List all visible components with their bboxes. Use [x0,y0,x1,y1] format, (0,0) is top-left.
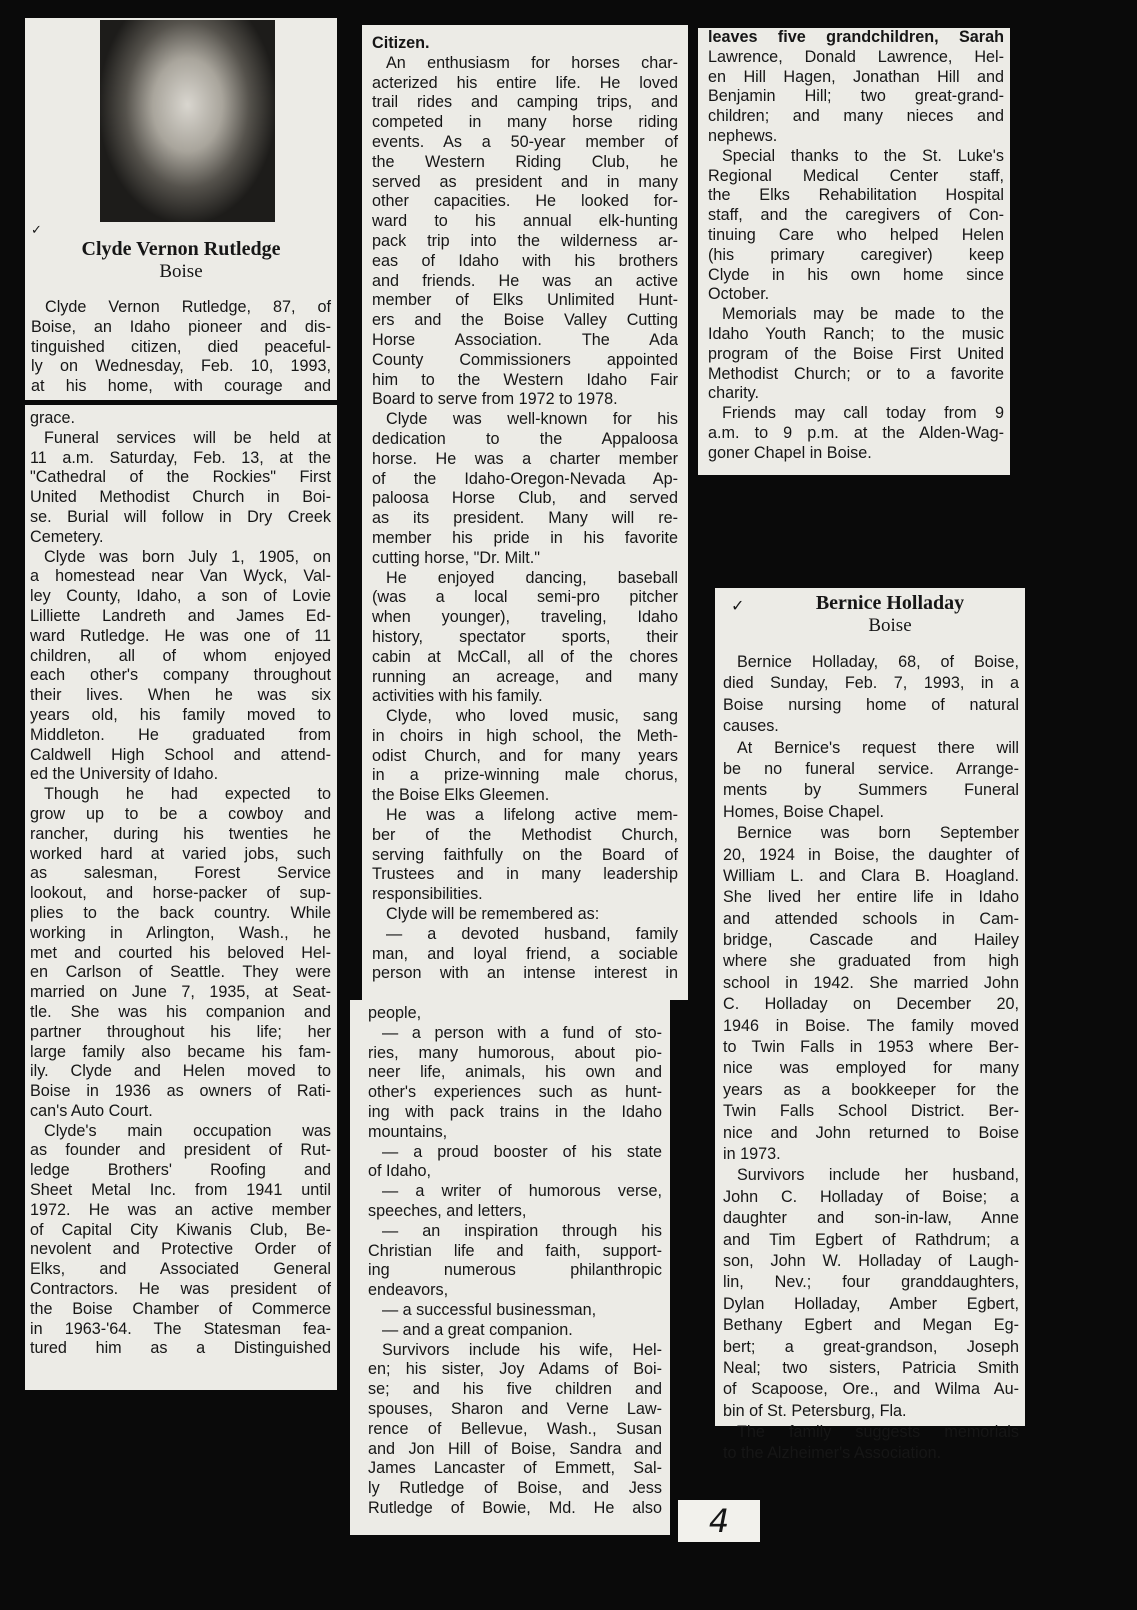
text-line: in choirs in high school, the Meth- [372,726,678,745]
text-line: Citizen. [372,34,430,52]
text-line: him to the Western Idaho Fair [372,370,678,389]
text-line: children, all of whom enjoyed [30,646,331,665]
text-line: other capacities. He looked for- [372,192,678,211]
text-line: the Western Riding Club, he [372,152,678,171]
text-line: spouses, Sharon and Verne Law- [368,1399,662,1418]
text-line: odist Church, and for many years [372,746,678,765]
text-line: 20, 1924 in Boise, the daughter of [723,845,1019,864]
text-line: the Elks Rehabilitation Hospital [708,186,1004,205]
text-line: Special thanks to the St. Luke's [722,146,1004,165]
text-line: people, [368,1004,422,1022]
text-line: en; his sister, Joy Adams of Boi- [368,1360,662,1379]
text-line: and attended schools in Cam- [723,909,1019,928]
text-line: "Cathedral of the Rockies" First [30,468,331,487]
text-line: competed in many horse riding [372,113,678,132]
text-line: Clyde was born July 1, 1905, on [44,547,331,566]
text-line: Elks, and Associated General [30,1260,331,1279]
text-line: of the Idaho-Oregon-Nevada Ap- [372,469,678,488]
text-line: Trustees and in many leadership [372,865,678,884]
text-line: en Carlson of Seattle. They were [30,963,331,982]
text-line: October. [708,285,770,304]
text-line: — a successful businessman, [382,1300,597,1319]
text-line: Christian life and faith, support- [368,1241,662,1260]
text-line: Rutledge of Bowie, Md. He also [368,1498,662,1517]
text-line: eas of Idaho with his brothers [372,251,678,270]
text-line: se; and his five children and [368,1380,662,1399]
text-line: Friends may call today from 9 [722,404,1004,423]
text-line: each other's company throughout [30,666,331,685]
text-line: The family suggests memorials [737,1423,1019,1442]
rutledge-header-clip [25,18,337,400]
text-line: bridge, Cascade and Hailey [723,931,1019,950]
rutledge-city: Boise [159,261,203,282]
text-line: At Bernice's request there will [737,738,1019,757]
text-line: of Idaho, [368,1162,432,1181]
rutledge-name-heading: Clyde Vernon Rutledge [81,238,281,260]
text-line: ly on Wednesday, Feb. 10, 1993, [31,357,331,376]
text-line: grace. [30,409,75,427]
text-line: horse. He was a charter member [372,449,678,468]
text-line: Lilliette Landreth and James Ed- [30,606,331,625]
text-line: Bethany Egbert and Megan Eg- [723,1316,1019,1335]
text-line: He was a lifelong active mem- [386,806,678,825]
text-line: nice and John returned to Boise [723,1123,1019,1142]
text-line: working in Arlington, Wash., he [30,923,331,942]
text-line: be no funeral service. Arrange- [723,759,1019,778]
text-line: in a prize-winning male chorus, [372,766,678,785]
text-line: He enjoyed dancing, baseball [386,568,678,587]
text-line: in 1973. [723,1144,781,1163]
text-line: tured him as a Distinguished [30,1339,331,1358]
text-line: nice was employed for many [723,1059,1019,1078]
rutledge-column-1-clip [25,405,337,1390]
text-line: 1946 in Boise. The family moved [723,1016,1019,1035]
text-line: ments by Summers Funeral [723,781,1019,800]
text-line: of Capital City Kiwanis Club, Be- [30,1220,331,1239]
text-line: James Lancaster of Emmett, Sal- [368,1459,662,1478]
text-line: — a proud booster of his state [382,1142,662,1161]
text-line: causes. [723,717,779,736]
holladay-name-heading: Bernice Holladay [815,592,965,614]
text-line: of Scapoose, Ore., and Wilma Au- [723,1380,1019,1399]
text-line: Clyde's main occupation was [44,1121,331,1140]
text-line: the Boise Elks Gleemen. [372,786,550,805]
text-line: Clyde will be remembered as: [386,905,600,924]
rutledge-column-2-top-clip [362,25,688,1000]
check-mark-icon: ✓ [731,598,745,615]
obituary-text [30,409,331,1359]
text-line: nevolent and Protective Order of [30,1240,331,1259]
text-line: tinguished citizen, died peaceful- [31,337,331,356]
text-line: events. As a 50-year member of [372,132,678,151]
text-line: Idaho Youth Ranch; to the music [708,324,1004,343]
holladay-clip [715,588,1025,1463]
text-line: paloosa Horse Club, and served [372,489,678,508]
text-line: — an inspiration through his [382,1221,662,1240]
text-line: a homestead near Van Wyck, Val- [30,567,331,586]
text-line: (was a local semi-pro pitcher [372,588,678,607]
text-line: Boise nursing home of natural [723,695,1019,714]
text-line: married on June 7, 1935, at Seat- [30,983,331,1002]
text-line: program of the Boise First United [708,344,1004,363]
obituary-text [723,652,1019,1465]
text-line: Bernice Holladay, 68, of Boise, [737,653,1019,671]
text-line: ley County, Idaho, a son of Lovie [30,587,331,606]
text-line: cutting horse, "Dr. Milt." [372,548,541,567]
text-line: and Jon Hill of Boise, Sandra and [368,1439,662,1458]
holladay-city: Boise [868,615,912,636]
text-line: years old, his family moved to [30,705,331,724]
text-line: daughter and son-in-law, Anne [723,1209,1019,1228]
text-line: C. Holladay on December 20, [723,995,1019,1014]
text-line: Funeral services will be held at [44,428,331,447]
text-line: 1972. He was an active member [30,1200,331,1219]
text-line: children; and many nieces and [708,107,1004,126]
text-line: a.m. to 9 p.m. at the Alden-Wag- [708,423,1004,442]
text-line: cabin at McCall, all of the chores [372,647,678,666]
text-line: their lives. When he was six [30,686,331,705]
text-line: Homes, Boise Chapel. [723,802,885,821]
text-line: nephews. [708,126,778,145]
text-line: Clyde Vernon Rutledge, 87, of [45,298,331,316]
text-line: activities with his family. [372,687,543,706]
text-line: serving faithfully on the Board of [372,845,678,864]
text-line: to the Alzheimer's Association. [723,1444,942,1463]
text-line: can's Auto Court. [30,1101,153,1120]
text-line: and friends. He was an active [372,271,678,290]
text-line: bert; a great-grandson, Joseph [723,1337,1019,1356]
text-line: — a devoted husband, family [386,924,678,943]
text-line: se. Burial will follow in Dry Creek [30,507,331,526]
text-line: served as president and in many [372,172,678,191]
rutledge-column-3-clip [698,28,1010,475]
text-line: ledge Brothers' Roofing and [30,1161,331,1180]
text-line: partner throughout his life; her [30,1022,331,1041]
obituary-text [372,34,678,984]
text-line: died Sunday, Feb. 7, 1993, in a [723,674,1019,693]
text-line: dedication to the Appaloosa [372,429,678,448]
text-line: grow up to be a cowboy and [30,804,331,823]
text-line: Lawrence, Donald Lawrence, Hel- [708,47,1004,66]
obituary-text [368,1004,662,1519]
text-line: worked hard at varied jobs, such [30,844,331,863]
text-line: trail rides and camping trips, and [372,93,678,112]
text-line: Sheet Metal Inc. from 1941 until [30,1181,331,1200]
text-line: Boise in 1936 as owners of Rati- [30,1082,331,1101]
page-number: 4 [678,1500,760,1542]
text-line: Memorials may be made to the [722,305,1004,324]
text-line: An enthusiasm for horses char- [386,53,678,72]
text-line: man, and loyal friend, a sociable [372,944,678,963]
text-line: tinuing Care who helped Helen [708,225,1004,244]
text-line: person with an intense interest in [372,964,678,983]
text-line: leaves five grandchildren, Sarah [708,28,1004,46]
text-line: Neal; two sisters, Patricia Smith [723,1358,1019,1377]
text-line: tle. She was his companion and [30,1002,331,1021]
text-line: neer life, animals, his own and [368,1063,662,1082]
text-line: She lived her entire life in Idaho [723,888,1019,907]
text-line: United Methodist Church in Boi- [30,488,331,507]
text-line: rence of Bellevue, Wash., Susan [368,1419,662,1438]
text-line: Bernice was born September [737,824,1019,843]
text-line: ily. Clyde and Helen moved to [30,1062,331,1081]
text-line: (his primary caregiver) keep [708,245,1004,264]
text-line: plies to the back country. While [30,903,331,922]
text-line: the Boise Chamber of Commerce [30,1299,331,1318]
rutledge-portrait-photo [100,20,275,222]
text-line: acterized his entire life. He loved [372,73,678,92]
text-line: en Hill Hagen, Jonathan Hill and [708,67,1004,86]
text-line: rancher, during his twenties he [30,824,331,843]
text-line: ly Rutledge of Boise, and Jess [368,1479,662,1498]
text-line: — a writer of humorous verse, [382,1182,662,1201]
text-line: Survivors include her husband, [737,1166,1019,1185]
text-line: staff, and the caregivers of Con- [708,206,1004,225]
text-line: Methodist Church; or to a favorite [708,364,1004,383]
text-line: history, spectator sports, their [372,627,678,646]
text-line: responsibilities. [372,885,483,904]
text-line: ward Rutledge. He was one of 11 [30,626,331,645]
text-line: ed the University of Idaho. [30,765,219,784]
text-line: ers and the Boise Valley Cutting [372,311,678,330]
text-line: as founder and president of Rut- [30,1141,331,1160]
text-line: speeches, and letters, [368,1201,527,1220]
text-line: met and courted his beloved Hel- [30,943,331,962]
text-line: to Twin Falls in 1953 where Ber- [723,1038,1019,1057]
text-line: Cemetery. [30,527,104,546]
text-line: bin of St. Petersburg, Fla. [723,1401,907,1420]
text-line: William L. and Clara B. Hoagland. [723,866,1019,885]
text-line: charity. [708,384,759,403]
text-line: Horse Association. The Ada [372,330,678,349]
text-line: Though he had expected to [44,785,331,804]
rutledge-column-2-bottom-clip [350,1000,670,1535]
obituary-text [31,298,331,397]
text-line: Dylan Holladay, Amber Egbert, [723,1294,1019,1313]
text-line: — a person with a fund of sto- [382,1023,662,1042]
text-line: ing numerous philanthropic [368,1261,662,1280]
text-line: Contractors. He was president of [30,1280,331,1299]
text-line: mountains, [368,1122,448,1141]
text-line: when younger), traveling, Idaho [372,608,678,627]
check-mark-icon: ✓ [31,222,42,237]
text-line: endeavors, [368,1281,449,1300]
text-line: Clyde in his own home since [708,265,1004,284]
text-line: Board to serve from 1972 to 1978. [372,390,618,409]
text-line: where she graduated from high [723,952,1019,971]
text-line: at his home, with courage and [31,377,331,396]
text-line: County Commissioners appointed [372,350,678,369]
text-line: ries, many humorous, about pio- [368,1043,662,1062]
text-line: Caldwell High School and attend- [30,745,331,764]
text-line: ber of the Methodist Church, [372,825,678,844]
text-line: son, John W. Holladay of Laugh- [723,1251,1019,1270]
text-line: years as a bookkeeper for the [723,1080,1019,1099]
text-line: lookout, and horse-packer of sup- [30,884,331,903]
text-line: John C. Holladay of Boise; a [723,1187,1019,1206]
text-line: Clyde, who loved music, sang [386,707,678,726]
text-line: Survivors include his wife, Hel- [382,1340,662,1359]
text-line: ward to his annual elk-hunting [372,212,678,231]
text-line: — and a great companion. [382,1320,573,1339]
obituary-text [708,28,1004,464]
text-line: other's experiences such as hunt- [368,1083,662,1102]
text-line: as its president. Many will re- [372,509,678,528]
text-line: pack trip into the wilderness ar- [372,231,678,250]
text-line: Regional Medical Center staff, [708,166,1004,185]
text-line: Middleton. He graduated from [30,725,331,744]
text-line: Benjamin Hill; two great-grand- [708,87,1004,106]
text-line: 11 a.m. Saturday, Feb. 13, at the [30,448,331,467]
text-line: large family also became his fam- [30,1042,331,1061]
text-line: member of Elks Unlimited Hunt- [372,291,678,310]
text-line: and Tim Egbert of Rathdrum; a [723,1230,1019,1249]
text-line: school in 1942. She married John [723,973,1019,992]
text-line: as salesman, Forest Service [30,864,331,883]
text-line: Boise, an Idaho pioneer and dis- [31,317,331,336]
text-line: running an acreage, and many [372,667,678,686]
text-line: ing with pack trains in the Idaho [368,1102,662,1121]
text-line: member his pride in his favorite [372,528,678,547]
text-line: in 1963-'64. The Statesman fea- [30,1319,331,1338]
text-line: goner Chapel in Boise. [708,443,872,462]
text-line: lin, Nev.; four granddaughters, [723,1273,1019,1292]
text-line: Clyde was well-known for his [386,410,678,429]
text-line: Twin Falls School District. Ber- [723,1102,1019,1121]
